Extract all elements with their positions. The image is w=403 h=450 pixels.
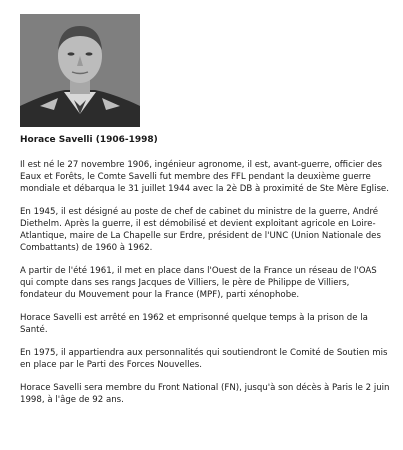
paragraph: Horace Savelli est arrêté en 1962 et emprisonné quelque temps à la prison de la Santé. — [20, 313, 368, 335]
person-name: Horace Savelli (1906-1998) — [20, 135, 158, 145]
biography — [20, 134, 392, 417]
paragraph: En 1975, il appartiendra aux personnalités qui soutiendront le Comité de Soutien mis en place par le Parti des Forces Nouvelles. — [20, 348, 388, 370]
paragraph: Horace Savelli sera membre du Front National (FN), jusqu'à son décès à Paris le 2 juin 1998, à l'âge de 92 ans. — [20, 383, 390, 405]
paragraph: En 1945, il est désigné au poste de chef de cabinet du ministre de la guerre, André Diethelm. Après la guerre, il est démobilisé et devient exploitant agricole en Loire-Atlantique, maire de La Chapelle sur Erdre, président de l'UNC (Union Nationale des Combattants) de 1960 à 1962. — [20, 207, 381, 253]
paragraph: Il est né le 27 novembre 1906, ingénieur agronome, il est, avant-guerre, officier des Eaux et Forêts, le Comte Savelli fut membre des FFL pendant la deuxième guerre mondiale et débarqua le 31 juillet 1944 avec la 2è DB à proximité de Ste Mère Eglise. — [20, 160, 389, 194]
portrait-photo — [20, 14, 140, 127]
paragraph: A partir de l'été 1961, il met en place dans l'Ouest de la France un réseau de l'OAS qui compte dans ses rangs Jacques de Villiers, le père de Philippe de Villiers, fondateur du Mouvement pour la France (MPF), parti xénophobe. — [20, 266, 377, 300]
